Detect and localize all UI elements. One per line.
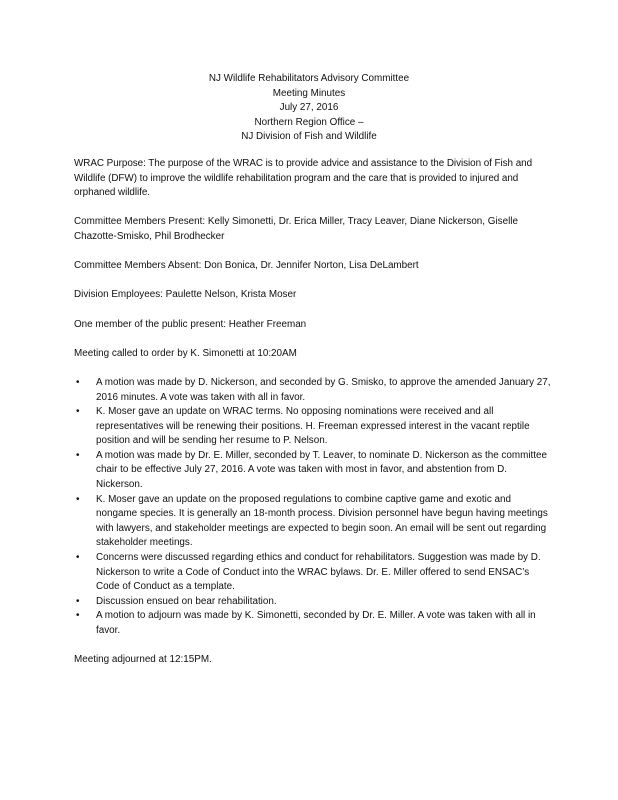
- list-item: • K. Moser gave an update on WRAC terms. No opposing nominations were received and all representatives will be renewing their positions. H. Freeman expressed interest in the vacant reptile position and will be sending her resume to P. Nelson.: [74, 405, 554, 449]
- list-item: • Discussion ensued on bear rehabilitation.: [74, 595, 554, 610]
- division-employees: Division Employees: Paulette Nelson, Krista Moser: [74, 289, 297, 301]
- motions-list: [74, 376, 554, 639]
- list-item: • Concerns were discussed regarding ethics and conduct for rehabilitators. Suggestion was made by D. Nickerson to write a Code of Conduct into the WRAC bylaws. Dr. E. Miller offered to send ENSAC’s Code of Conduct as a template.: [74, 551, 554, 595]
- purpose-paragraph: WRAC Purpose: The purpose of the WRAC is to provide advice and assistance to the Division of Fish and Wildlife (DFW) to improve the wildlife rehabilitation program and the care that is provided to injured and orphaned wildlife.: [74, 158, 533, 199]
- meeting-date: July 27, 2016: [279, 102, 339, 114]
- called-to-order: Meeting called to order by K. Simonetti at 10:20AM: [74, 347, 297, 359]
- list-item: • A motion to adjourn was made by K. Simonetti, seconded by Dr. E. Miller. A vote was taken with all in favor.: [74, 609, 554, 638]
- members-present: Committee Members Present: Kelly Simonetti, Dr. Erica Miller, Tracy Leaver, Diane Nickerson, Giselle Chazotte-Smisko, Phil Brodhecker: [74, 216, 518, 242]
- list-item: • K. Moser gave an update on the proposed regulations to combine captive game and exotic and nongame species. It is generally an 18-month process. Division personnel have begun having meetings with lawyers, and stakeholder meetings are expected to begin soon. An email will be sent out regarding stakeholder meetings.: [74, 493, 554, 551]
- meeting-location: Northern Region Office –: [254, 116, 364, 128]
- document-title: Meeting Minutes: [272, 87, 346, 99]
- organization-name: NJ Division of Fish and Wildlife: [241, 131, 377, 143]
- adjourned-note: Meeting adjourned at 12:15PM.: [74, 653, 212, 665]
- public-present: One member of the public present: Heather Freeman: [74, 318, 307, 330]
- committee-name: NJ Wildlife Rehabilitators Advisory Committee: [208, 73, 410, 84]
- minutes-body: [74, 157, 554, 682]
- members-absent: Committee Members Absent: Don Bonica, Dr. Jennifer Norton, Lisa DeLambert: [74, 260, 419, 272]
- list-item: • A motion was made by D. Nickerson, and seconded by G. Smisko, to approve the amended January 27, 2016 minutes. A vote was taken with all in favor.: [74, 376, 554, 405]
- list-item: • A motion was made by Dr. E. Miller, seconded by T. Leaver, to nominate D. Nickerson as the committee chair to be effective July 27, 2016. A vote was taken with most in favor, and abstention from D. Nickerson.: [74, 449, 554, 493]
- document-header: [0, 72, 618, 145]
